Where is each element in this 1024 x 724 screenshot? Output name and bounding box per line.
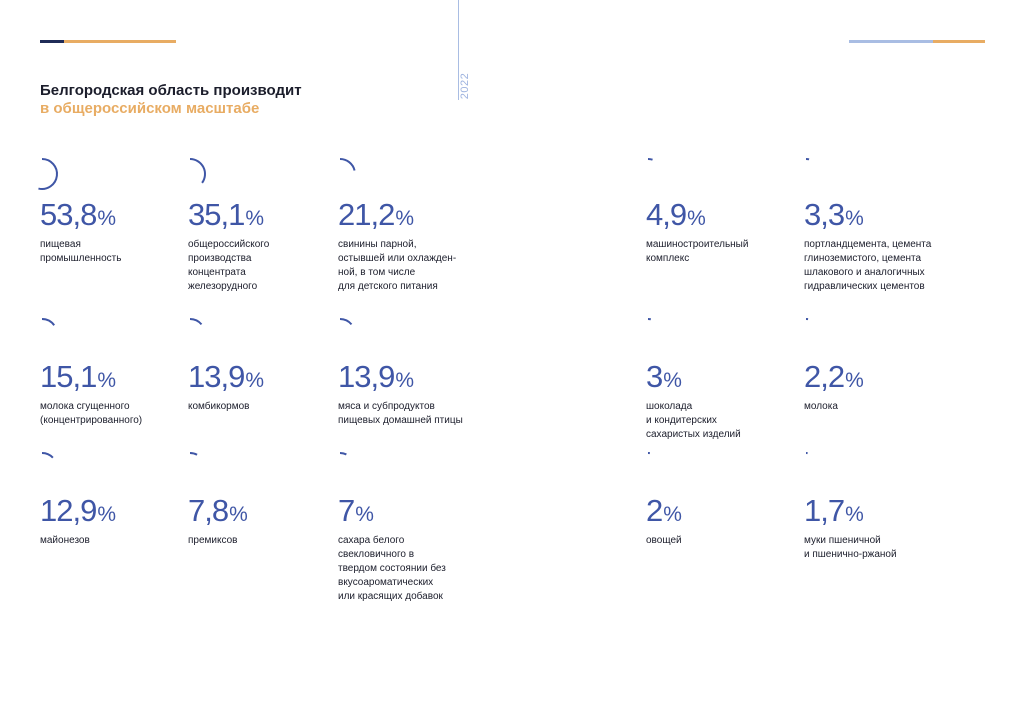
stat-value bbox=[40, 360, 116, 398]
share-arc-path bbox=[190, 159, 205, 183]
stat-value bbox=[804, 494, 864, 532]
stat-item bbox=[804, 452, 954, 612]
stat-unit: % bbox=[229, 503, 248, 526]
stat-value bbox=[646, 360, 682, 398]
share-arc bbox=[188, 158, 228, 198]
stat-item bbox=[40, 452, 190, 612]
stat-item bbox=[338, 452, 488, 612]
share-arc bbox=[646, 158, 686, 198]
stat-unit: % bbox=[245, 369, 265, 392]
stat-unit: % bbox=[845, 369, 864, 392]
stat-item bbox=[804, 158, 954, 318]
stat-number: 3,3 bbox=[804, 197, 845, 232]
top-right-orange-bar bbox=[933, 40, 985, 43]
stat-label: молока bbox=[804, 401, 838, 412]
stat-unit: % bbox=[845, 207, 864, 230]
share-arc bbox=[40, 452, 80, 492]
stat-unit: % bbox=[97, 369, 117, 392]
stat-value bbox=[40, 198, 116, 236]
stat-value bbox=[338, 198, 414, 236]
stat-unit: % bbox=[845, 503, 864, 526]
stat-number: 7,8 bbox=[188, 493, 229, 528]
stat-number: 13,9 bbox=[188, 359, 245, 394]
stat-number: 13,9 bbox=[338, 359, 395, 394]
stat-number: 1,7 bbox=[804, 493, 845, 528]
stat-value bbox=[804, 198, 864, 236]
title-line-1: Белгородская область производит bbox=[40, 82, 302, 99]
share-arc-path bbox=[190, 453, 197, 455]
stat-number: 15,1 bbox=[40, 359, 97, 394]
stat-number: 3 bbox=[646, 359, 663, 394]
page-title bbox=[40, 82, 302, 118]
stat-value bbox=[804, 360, 864, 398]
stat-value bbox=[188, 494, 248, 532]
stat-label: овощей bbox=[646, 535, 682, 546]
stat-unit: % bbox=[97, 207, 117, 230]
share-arc bbox=[338, 452, 378, 492]
share-arc bbox=[338, 158, 378, 198]
stat-value bbox=[188, 360, 264, 398]
stat-unit: % bbox=[97, 503, 117, 526]
stat-value bbox=[40, 494, 116, 532]
stat-unit: % bbox=[687, 207, 706, 230]
share-arc-path bbox=[42, 453, 53, 458]
share-arc bbox=[338, 318, 378, 358]
stat-item bbox=[40, 158, 190, 318]
stat-value bbox=[188, 198, 264, 236]
stat-unit: % bbox=[663, 503, 682, 526]
share-arc bbox=[646, 318, 686, 358]
stat-unit: % bbox=[245, 207, 265, 230]
year-label: 2022 bbox=[459, 72, 472, 100]
share-arc bbox=[646, 452, 686, 492]
stat-label: свинины парной, остывшей или охлажден- ной, в том числе для детского питания bbox=[338, 239, 457, 292]
stat-label: премиксов bbox=[188, 535, 238, 546]
stat-label: майонезов bbox=[40, 535, 90, 546]
stat-value bbox=[646, 198, 706, 236]
stat-number: 7 bbox=[338, 493, 355, 528]
share-arc-path bbox=[38, 159, 57, 189]
stat-value bbox=[338, 494, 374, 532]
share-arc-path bbox=[190, 319, 201, 324]
title-line-2: в общероссийском масштабе bbox=[40, 100, 260, 117]
share-arc-path bbox=[340, 159, 355, 170]
stat-label: машиностроительный комплекс bbox=[646, 239, 749, 264]
share-arc bbox=[804, 158, 844, 198]
stat-unit: % bbox=[663, 369, 682, 392]
stat-label: комбикормов bbox=[188, 401, 250, 412]
stat-item bbox=[188, 158, 338, 318]
stat-number: 35,1 bbox=[188, 197, 245, 232]
stat-label: мяса и субпродуктов пищевых домашней птицы bbox=[338, 401, 463, 426]
stat-number: 53,8 bbox=[40, 197, 97, 232]
stat-label: пищевая промышленность bbox=[40, 239, 122, 264]
stat-number: 21,2 bbox=[338, 197, 395, 232]
stat-number: 2 bbox=[646, 493, 663, 528]
stat-number: 4,9 bbox=[646, 197, 687, 232]
stat-item bbox=[646, 158, 796, 318]
stat-label: молока сгущенного (концентрированного) bbox=[40, 401, 143, 426]
stat-label: сахара белого свекловичного в твердом состоянии без вкусоароматических или красящих добавок bbox=[338, 535, 446, 602]
stat-item bbox=[646, 452, 796, 612]
share-arc-path bbox=[340, 453, 346, 454]
stat-number: 12,9 bbox=[40, 493, 97, 528]
share-arc-path bbox=[340, 319, 351, 324]
share-arc bbox=[40, 318, 80, 358]
stat-unit: % bbox=[395, 369, 415, 392]
top-left-navy-bar bbox=[40, 40, 64, 43]
top-right-blue-bar bbox=[849, 40, 933, 43]
top-left-orange-bar bbox=[64, 40, 176, 43]
share-arc bbox=[188, 452, 228, 492]
share-arc bbox=[804, 452, 844, 492]
share-arc-path bbox=[648, 159, 653, 160]
share-arc bbox=[188, 318, 228, 358]
stat-unit: % bbox=[355, 503, 374, 526]
stat-item bbox=[338, 158, 488, 318]
stat-label: шоколада и кондитерских сахаристых изделий bbox=[646, 401, 741, 440]
stat-number: 2,2 bbox=[804, 359, 845, 394]
share-arc bbox=[40, 158, 80, 198]
stat-label: портландцемента, цемента глиноземистого, цемента шлакового и аналогичных гидравлических цементов bbox=[804, 239, 932, 292]
stat-label: муки пшеничной и пшенично-ржаной bbox=[804, 535, 897, 560]
stat-unit: % bbox=[395, 207, 415, 230]
stat-value bbox=[646, 494, 682, 532]
stat-value bbox=[338, 360, 414, 398]
share-arc-path bbox=[42, 319, 54, 325]
stat-item bbox=[188, 452, 338, 612]
stat-label: общероссийского производства концентрата железорудного bbox=[188, 239, 270, 292]
share-arc bbox=[804, 318, 844, 358]
